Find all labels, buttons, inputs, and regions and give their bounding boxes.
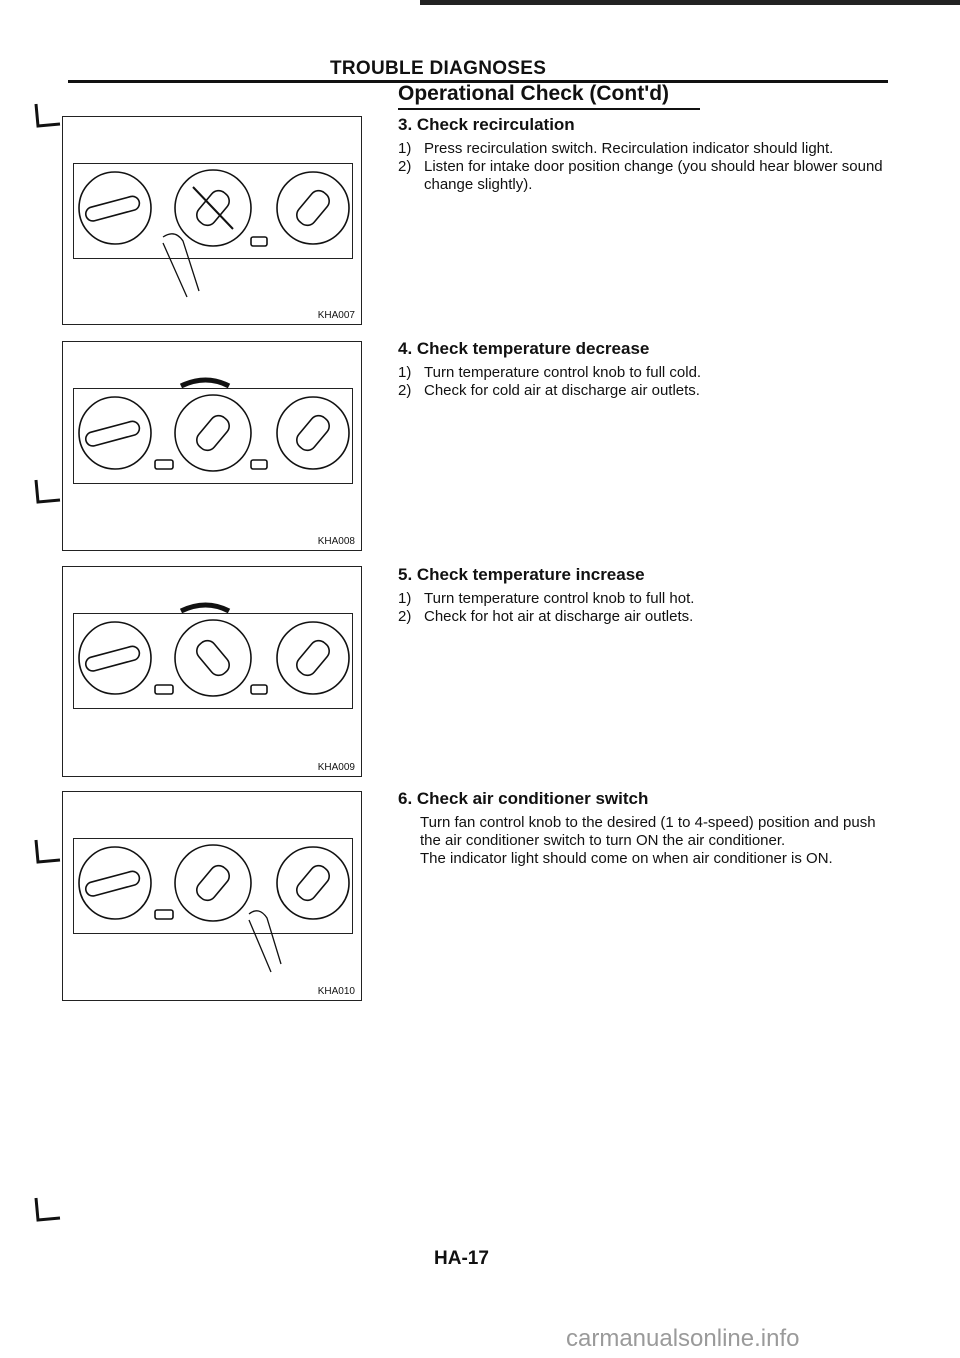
margin-mark-icon bbox=[32, 100, 62, 130]
figure-kha010 bbox=[62, 791, 362, 1001]
figure-id: KHA008 bbox=[317, 536, 355, 547]
list-item: 2) Listen for intake door position change (you should hear blower sound change slightly). bbox=[398, 158, 883, 193]
step-5 bbox=[398, 566, 888, 626]
figure-kha008 bbox=[62, 341, 362, 551]
mode-knob-icon bbox=[277, 172, 349, 244]
paragraph: The indicator light should come on when air conditioner is ON. bbox=[420, 850, 833, 867]
step-3 bbox=[398, 116, 888, 194]
margin-mark-icon bbox=[32, 1194, 62, 1224]
figure-id: KHA009 bbox=[317, 762, 355, 773]
paragraph: Turn fan control knob to the desired (1 to 4-speed) position and push the air conditioner switch to turn ON the air conditioner. bbox=[420, 814, 876, 849]
step-title: 5. Check temperature increase bbox=[398, 565, 645, 584]
list-item: 2) Check for cold air at discharge air outlets. bbox=[398, 382, 700, 399]
pressing-finger-icon bbox=[249, 911, 281, 972]
list-item: 2) Check for hot air at discharge air outlets. bbox=[398, 608, 694, 625]
step-title: 6. Check air conditioner switch bbox=[398, 789, 649, 808]
step-4 bbox=[398, 340, 888, 400]
step-title: 3. Check recirculation bbox=[398, 115, 575, 134]
figure-id: KHA007 bbox=[317, 310, 355, 321]
figure-id: KHA010 bbox=[317, 986, 355, 997]
watermark: carmanualsonline.info bbox=[566, 1325, 800, 1352]
rotate-arrow-icon bbox=[181, 380, 229, 386]
top-edge-bar bbox=[420, 0, 960, 5]
margin-mark-icon bbox=[32, 836, 62, 866]
figure-kha007 bbox=[62, 116, 362, 325]
page-header: TROUBLE DIAGNOSES bbox=[330, 58, 547, 79]
page-number: HA-17 bbox=[434, 1248, 489, 1269]
section-title: Operational Check (Cont'd) bbox=[398, 82, 670, 105]
list-item: 1) Press recirculation switch. Recirculation indicator should light. bbox=[398, 140, 834, 157]
step-6 bbox=[398, 790, 888, 868]
margin-mark-icon bbox=[32, 476, 62, 506]
step-title: 4. Check temperature decrease bbox=[398, 339, 650, 358]
section-title-rule bbox=[398, 108, 700, 110]
rotate-arrow-icon bbox=[181, 605, 229, 611]
list-item: 1) Turn temperature control knob to full hot. bbox=[398, 590, 695, 607]
list-item: 1) Turn temperature control knob to full cold. bbox=[398, 364, 702, 381]
figure-kha009 bbox=[62, 566, 362, 777]
